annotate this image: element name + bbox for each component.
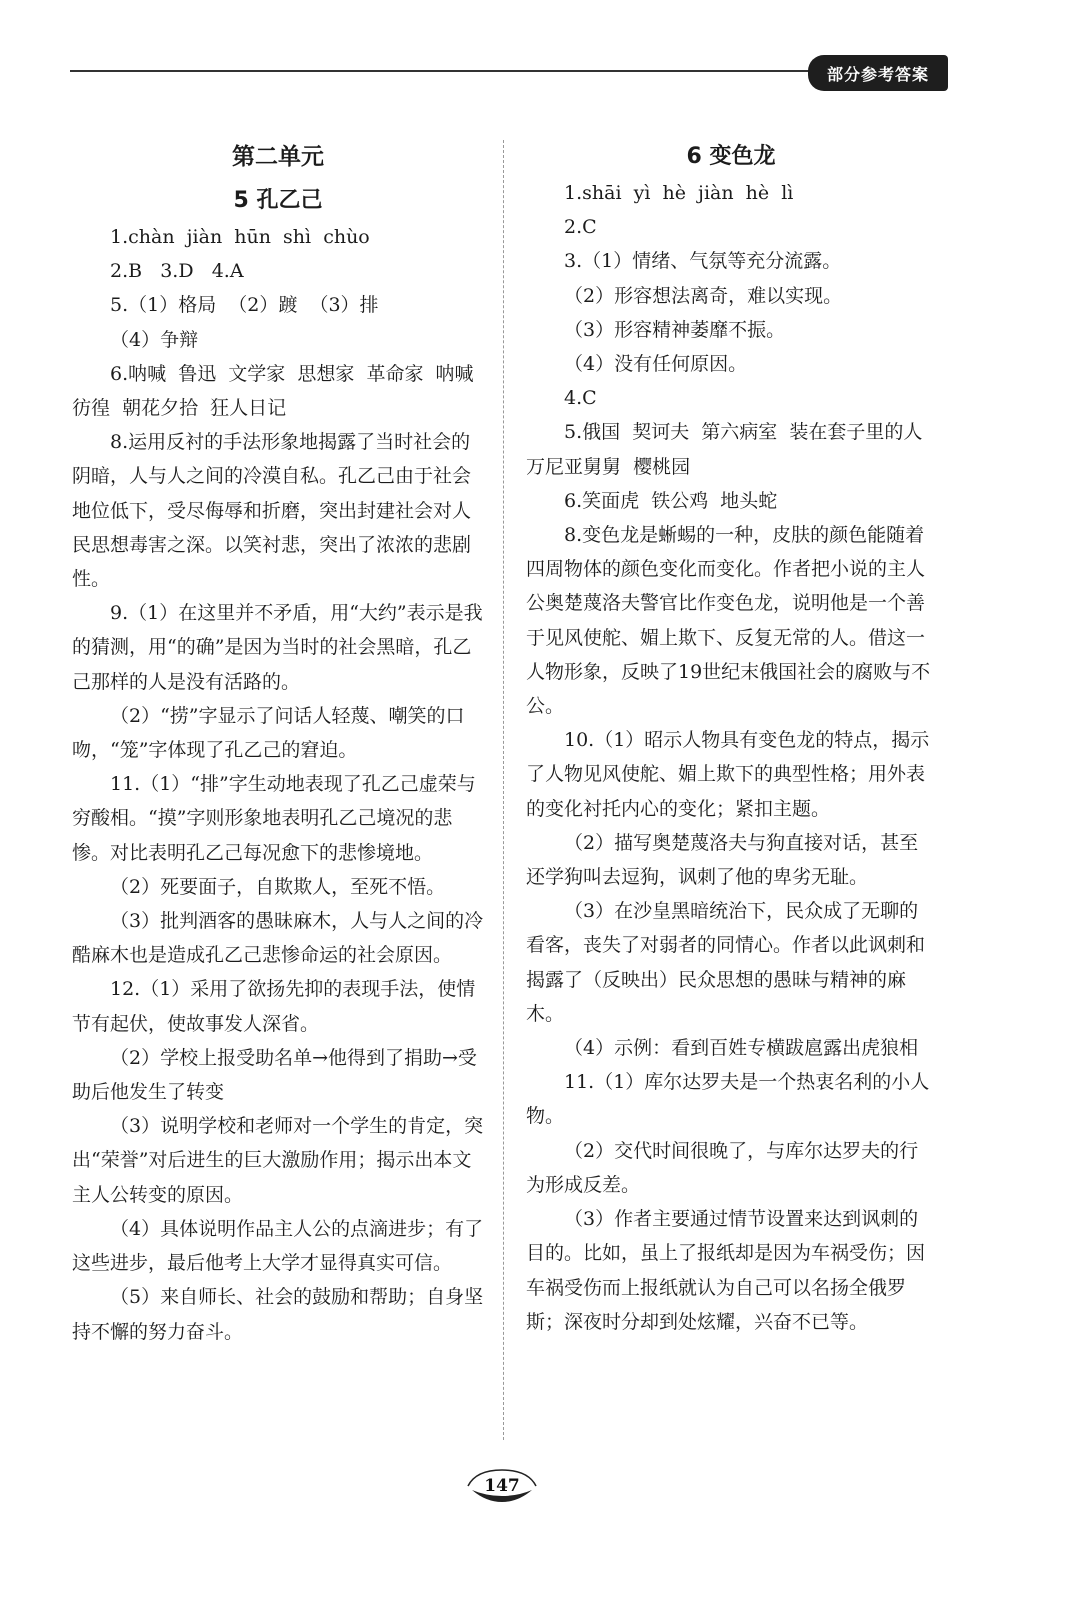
unit-title: 第二单元 (232, 144, 324, 170)
answer-line: （5）来自师长、社会的鼓励和帮助；自身坚持不懈的努力奋斗。 (72, 1286, 484, 1343)
answer-line: （2）形容想法离奇，难以实现。 (564, 284, 843, 307)
answer-line: （3）批判酒客的愚昧麻木，人与人之间的冷酷麻木也是造成孔乙己悲惨命运的社会原因。 (72, 910, 484, 967)
page-number-badge (466, 1468, 538, 1504)
left-column (72, 140, 484, 1349)
answer-line: （2）学校上报受助名单→他得到了捐助→受助后他发生了转变 (72, 1046, 477, 1104)
section-tab-label: 部分参考答案 (826, 64, 929, 84)
lesson-title-6: 6 变色龙 (686, 144, 776, 169)
answer-line: 11.（1）库尔达罗夫是一个热衷名利的小人物。 (526, 1071, 930, 1128)
answer-line: （2）死要面子，自欺欺人，至死不悟。 (110, 875, 446, 898)
lesson-title-5: 5 孔乙己 (233, 188, 323, 213)
answer-line: （4）具体说明作品主人公的点滴进步；有了这些进步，最后他考上大学才显得真实可信。 (72, 1217, 484, 1275)
answer-line: （3）在沙皇黑暗统治下，民众成了无聊的看客，丧失了对弱者的同情心。作者以此讽刺和揭露了（反映出）民众思想的愚昧与精神的麻木。 (526, 900, 926, 1025)
page-number: 147 (484, 1476, 520, 1496)
answer-line: 12.（1）采用了欲扬先抑的表现手法，使情节有起伏，使故事发人深省。 (72, 978, 476, 1035)
answer-line: 8.运用反衬的手法形象地揭露了当时社会的阴暗，人与人之间的冷漠自私。孔乙己由于社会地位低下，受尽侮辱和折磨，突出封建社会对人民思想毒害之深。以笑衬悲，突出了浓浓的悲剧性。 (72, 431, 472, 591)
answer-line: 5.（1）格局 （2）踱 （3）排 (110, 294, 379, 317)
answer-line: （2）描写奥楚蔑洛夫与狗直接对话，甚至还学狗叫去逗狗，讽刺了他的卑劣无耻。 (526, 831, 919, 889)
answer-line: 3.（1）情绪、气氛等充分流露。 (564, 250, 842, 273)
answer-line: （4）争辩 (110, 328, 199, 351)
right-column (526, 140, 936, 1339)
answer-line: 1.chàn jiàn hūn shì chùo (110, 226, 370, 248)
answer-line: 4.C (564, 387, 597, 410)
answer-line: 1.shāi yì hè jiàn hè lì (564, 182, 794, 204)
answer-line: 9.（1）在这里并不矛盾，用“大约”表示是我的猜测，用“的确”是因为当时的社会黑暗，孔乙己那样的人是没有活路的。 (72, 602, 483, 693)
answer-line: 8.变色龙是蜥蜴的一种，皮肤的颜色能随着四周物体的颜色变化而变化。作者把小说的主人公奥楚蔑洛夫警官比作变色龙，说明他是一个善于见风使舵、媚上欺下、反复无常的人。借这一人物形象，反映了19世纪末俄国社会的腐败与不公。 (526, 524, 931, 718)
column-divider (503, 140, 504, 1440)
answer-line: （4）示例：看到百姓专横跋扈露出虎狼相 (564, 1037, 919, 1060)
answer-line: （3）形容精神萎靡不振。 (564, 318, 786, 341)
answer-line: （2）交代时间很晚了，与库尔达罗夫的行为形成反差。 (526, 1139, 919, 1196)
answer-line: （4）没有任何原因。 (564, 353, 748, 376)
answer-line: 11.（1）“排”字生动地表现了孔乙己虚荣与穷酸相。“摸”字则形象地表明孔乙己境况的悲惨。对比表明孔乙己每况愈下的悲惨境地。 (72, 773, 476, 864)
answer-line: 2.C (564, 216, 597, 239)
answer-line: 6.呐喊 鲁迅 文学家 思想家 革命家 呐喊 彷徨 朝花夕拾 狂人日记 (72, 362, 486, 420)
header-rule (70, 70, 820, 72)
answer-line: （3）说明学校和老师对一个学生的肯定，突出“荣誉”对后进生的巨大激励作用；揭示出本文主人公转变的原因。 (72, 1115, 484, 1206)
answer-line: 10.（1）昭示人物具有变色龙的特点，揭示了人物见风使舵、媚上欺下的典型性格；用外表的变化衬托内心的变化；紧扣主题。 (526, 729, 930, 820)
answer-line: （3）作者主要通过情节设置来达到讽刺的目的。比如，虽上了报纸却是因为车祸受伤；因车祸受伤而上报纸就认为自己可以名扬全俄罗斯；深夜时分却到处炫耀，兴奋不已等。 (526, 1208, 926, 1333)
answer-line: 2.B 3.D 4.A (110, 260, 244, 283)
answer-line: （2）“捞”字显示了问话人轻蔑、嘲笑的口吻，“笼”字体现了孔乙己的窘迫。 (72, 704, 465, 762)
answer-line: 6.笑面虎 铁公鸡 地头蛇 (564, 489, 778, 512)
answer-line: 5.俄国 契诃夫 第六病室 装在套子里的人 万尼亚舅舅 樱桃园 (526, 421, 935, 478)
section-tab (808, 55, 948, 91)
